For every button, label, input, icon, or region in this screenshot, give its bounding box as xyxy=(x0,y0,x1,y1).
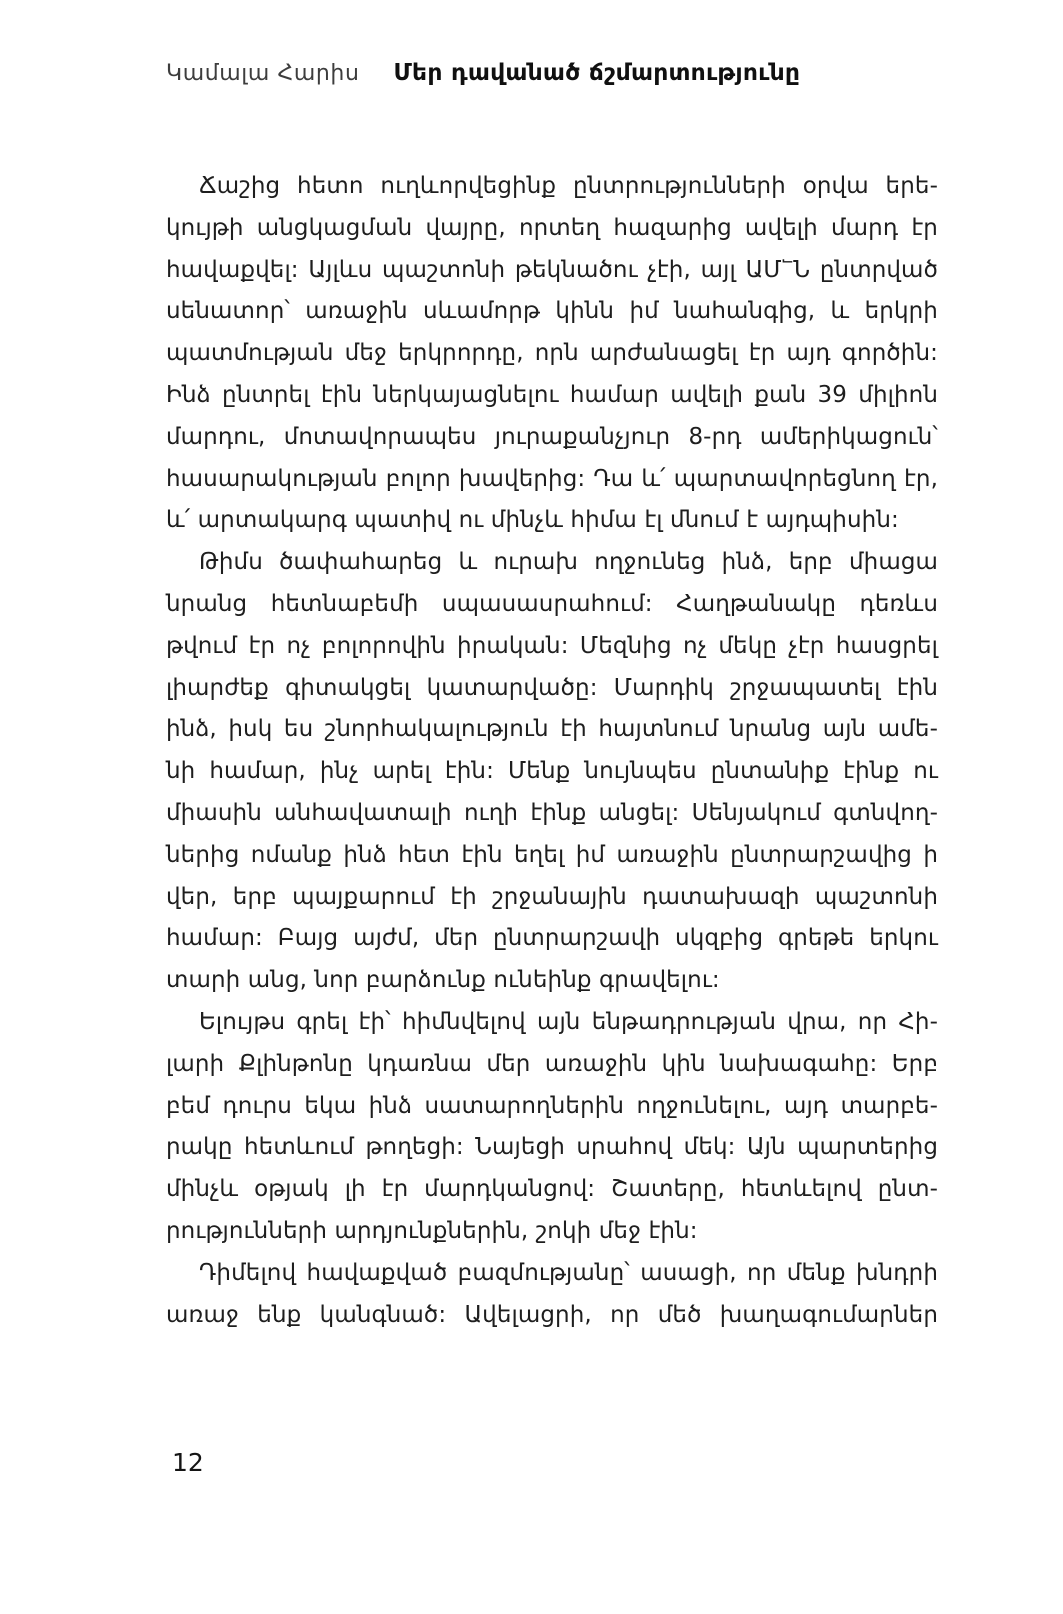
text-line: մինչև օթյակ լի էր մարդկանցով: Շատերը, հետևելով ընտ- xyxy=(166,1176,938,1203)
text-line: բեմ դուրս եկա ինձ սատարողներին ողջունելու, այդ տարբե- xyxy=(166,1092,938,1119)
body-text xyxy=(166,166,938,1336)
text-line: վեր, երբ պայքարում էի շրջանային դատախազի պաշտոնի xyxy=(166,883,938,910)
text-line: Թիմս ծափահարեց և ուրախ ողջունեց ինձ, երբ միացա xyxy=(199,549,938,576)
text-line: հավաքվել: Այլևս պաշտոնի թեկնածու չէի, այլ ԱՄ՟Ն ընտրված xyxy=(166,256,938,283)
text-line: միասին անհավատալի ուղի էինք անցել: Սենյակում գտնվող- xyxy=(166,799,938,826)
text-line: սենատոր՝ առաջին սևամորթ կինն իմ նահանգից, և երկրի xyxy=(166,298,938,325)
text-line: Ճաշից հետո ուղևորվեցինք ընտրությունների օրվա երե- xyxy=(199,173,938,199)
text-line: նի համար, ինչ արել էին: Մենք նույնպես ընտանիք էինք ու xyxy=(166,758,938,785)
text-line: կույթի անցկացման վայրը, որտեղ հազարից ավելի մարդ էր xyxy=(166,214,938,241)
text-line: լիարժեք գիտակցել կատարվածը: Մարդիկ շրջապատել էին xyxy=(166,674,938,701)
text-line: մարդու, մոտավորապես յուրաքանչյուր 8-րդ ամերիկացուն՝ xyxy=(166,423,938,450)
text-line: հասարակության բոլոր խավերից: Դա և՛ պարտավորեցնող էր, xyxy=(166,465,938,492)
text-line: Ինձ ընտրել էին ներկայացնելու համար ավելի քան 39 միլիոն xyxy=(166,381,938,408)
text-line: ներից ոմանք ինձ հետ էին եղել իմ առաջին ընտրարշավից ի xyxy=(166,841,938,868)
text-line: լարի Քլինթոնը կդառնա մեր առաջին կին նախագահը: Երբ xyxy=(166,1050,938,1077)
text-line: րակը հետևում թողեցի: Նայեցի սրահով մեկ: Այն պարտերից xyxy=(166,1134,938,1161)
author-name: Կամալա Հարիս xyxy=(166,61,360,86)
running-header xyxy=(166,58,946,86)
book-title: Մեր դավանած ճշմարտությունը xyxy=(393,58,801,86)
text-line: պատմության մեջ երկրորդը, որն արժանացել էր այդ գործին: xyxy=(166,340,938,367)
text-line: ինձ, իսկ ես շնորհակալություն էի հայտնում նրանց այն ամե- xyxy=(166,716,938,743)
text-line: առաջ ենք կանգնած: Ավելացրի, որ մեծ խաղագումարներ xyxy=(166,1301,938,1328)
text-line: Դիմելով հավաքված բազմությանը՝ ասացի, որ մենք խնդրի xyxy=(199,1259,938,1286)
text-line: Ելույթս գրել էի՝ հիմնվելով այն ենթադրության վրա, որ Հի- xyxy=(199,1008,938,1035)
text-line: րությունների արդյունքներին, շոկի մեջ էին: xyxy=(166,1217,698,1244)
text-line: տարի անց, նոր բարձունք ունեինք գրավելու: xyxy=(166,967,720,994)
text-line: համար: Բայց այժմ, մեր ընտրարշավի սկզբից գրեթե երկու xyxy=(166,925,938,952)
page-number: 12 xyxy=(172,1448,204,1477)
text-line: և՛ արտակարգ պատիվ ու մինչև հիմա էլ մնում է այդպիսին: xyxy=(166,507,899,534)
text-line: թվում էր ոչ բոլորովին իրական: Մեզնից ոչ մեկը չէր հասցրել xyxy=(166,632,938,659)
text-line: նրանց հետնաբեմի սպասասրահում: Հաղթանակը դեռևս xyxy=(166,590,938,617)
